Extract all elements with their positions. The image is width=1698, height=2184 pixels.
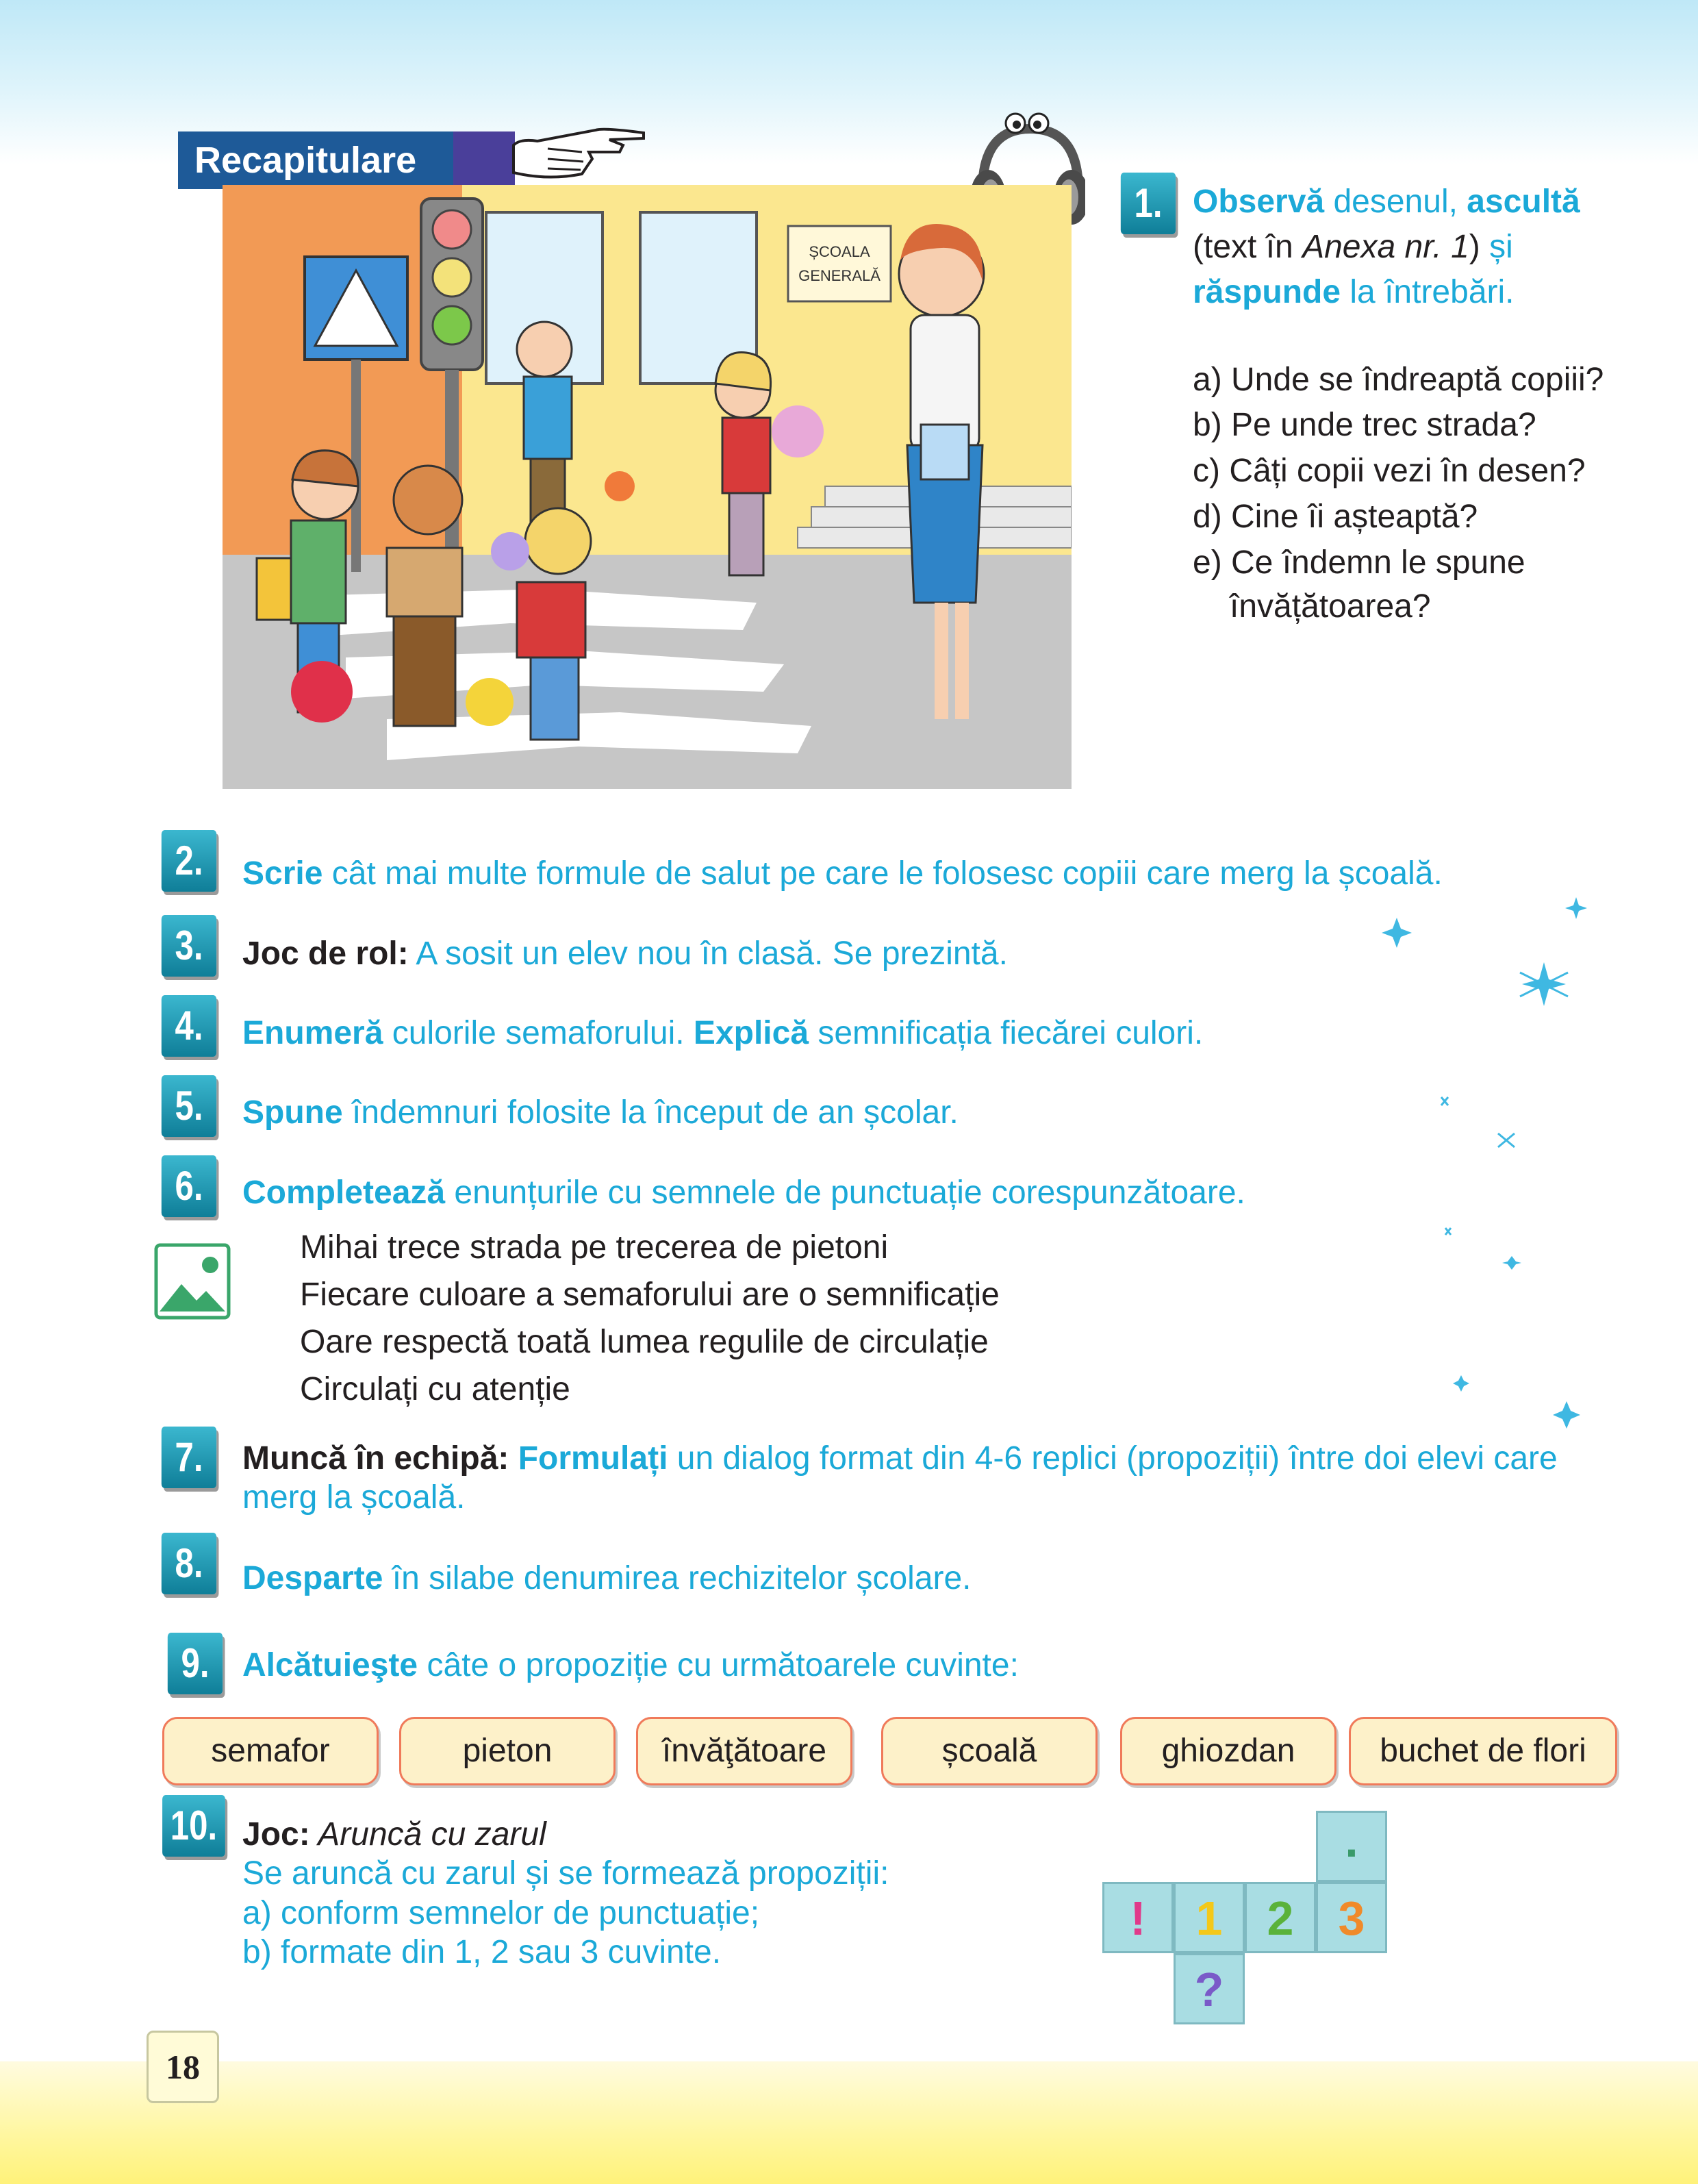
ex10-game-name: Aruncă cu zarul <box>309 1816 546 1853</box>
ex7-verb: Formulați <box>518 1440 668 1477</box>
ex6-verb: Completează <box>242 1175 446 1211</box>
word-chip: semafor <box>162 1717 379 1785</box>
ex10-line: b) formate din 1, 2 sau 3 cuvinte. <box>242 1934 722 1970</box>
page-number: 18 <box>147 2031 219 2103</box>
exercise-number-3: 3. <box>162 915 216 977</box>
ex4-verb: Enumeră <box>242 1015 383 1051</box>
ex9-verb: Alcătuieşte <box>242 1647 418 1683</box>
ex5-verb: Spune <box>242 1094 343 1131</box>
exercise-number-7: 7. <box>162 1427 216 1488</box>
ex1-question: a) Unde se îndreaptă copiii? <box>1193 362 1604 398</box>
ex10-label: Joc: <box>242 1816 310 1853</box>
ex1-question: învățătoarea? <box>1230 588 1431 625</box>
ex6-sentence: Oare respectă toată lumea regulile de circulație <box>300 1324 989 1360</box>
ex2-verb: Scrie <box>242 855 323 892</box>
ex1-line1 <box>1193 182 1580 222</box>
ex1-question: e) Ce îndemn le spune <box>1193 544 1525 581</box>
exercise-number-10: 10. <box>162 1795 225 1857</box>
word-chip: pieton <box>399 1717 616 1785</box>
crosswalk-illustration <box>223 185 1072 789</box>
ex8-verb: Desparte <box>242 1560 383 1596</box>
ex1-line2 <box>1193 227 1513 267</box>
ex9-text: câte o propoziție cu următoarele cuvinte: <box>418 1647 1019 1683</box>
ex6-sentence: Fiecare culoare a semaforului are o semnificație <box>300 1277 1000 1313</box>
dice-face: 1 <box>1174 1882 1245 1953</box>
exercise-number-5: 5. <box>162 1075 216 1137</box>
ex7-text <box>509 1440 518 1477</box>
image-icon <box>154 1243 231 1320</box>
sparkles-decoration <box>1363 883 1588 1445</box>
dice-net <box>1102 1813 1397 2068</box>
ex1-question: b) Pe unde trec strada? <box>1193 407 1536 443</box>
ex1-line3 <box>1193 273 1515 312</box>
svg-text:GENERALĂ: GENERALĂ <box>798 267 880 284</box>
dice-face: 3 <box>1316 1882 1387 1953</box>
dice-face: ! <box>1102 1882 1174 1953</box>
ex1-annex-ref: Anexa nr. 1 <box>1302 229 1469 265</box>
ex6-sentence: Mihai trece strada pe trecerea de pietoni <box>300 1229 889 1266</box>
ex6-sentence: Circulați cu atenție <box>300 1371 570 1407</box>
ex1-question: c) Câți copii vezi în desen? <box>1193 453 1586 489</box>
pointing-hand-icon <box>507 118 657 186</box>
ex1-verb-listen: ascultă <box>1467 184 1580 220</box>
ex1-verb-answer: răspunde <box>1193 274 1341 310</box>
ex5-text: îndemnuri folosite la început de an școlar. <box>342 1094 959 1131</box>
exercise-number-1: 1. <box>1121 173 1176 234</box>
ex1-text: la întrebări. <box>1341 274 1515 310</box>
exercise-number-6: 6. <box>162 1155 216 1217</box>
ex10-line: a) conform semnelor de punctuație; <box>242 1895 760 1931</box>
ex6-instruction <box>242 1173 1245 1213</box>
section-title-extension <box>453 131 515 189</box>
dice-face: 2 <box>1245 1882 1316 1953</box>
exercise-number-9: 9. <box>168 1633 223 1694</box>
ex1-verb-observe: Observă <box>1193 184 1325 220</box>
exercise-number-8: 8. <box>162 1533 216 1594</box>
ex1-text: și <box>1489 229 1513 265</box>
ex6-text: enunțurile cu semnele de punctuație corespunzătoare. <box>445 1175 1245 1211</box>
word-chip: ghiozdan <box>1120 1717 1336 1785</box>
exercise-number-2: 2. <box>162 830 216 892</box>
ex10-line: Se aruncă cu zarul și se formează propoziții: <box>242 1855 889 1892</box>
bottom-band <box>0 2061 1698 2184</box>
ex5-instruction <box>242 1093 959 1133</box>
word-chip: învăţătoare <box>636 1717 852 1785</box>
ex4-text: culorile semaforului. <box>383 1015 694 1051</box>
ex7-instruction-cont: merg la școală. <box>242 1479 466 1516</box>
ex2-instruction <box>242 854 1443 894</box>
ex4-text: semnificația fiecărei culori. <box>809 1015 1204 1051</box>
section-title: Recapitulare <box>178 131 472 189</box>
ex8-instruction <box>242 1559 972 1598</box>
ex4-instruction <box>242 1014 1203 1053</box>
exercise-number-4: 4. <box>162 995 216 1057</box>
ex7-text: un dialog format din 4-6 replici (propoziții) între doi elevi care <box>668 1440 1558 1477</box>
ex10-title <box>242 1815 546 1855</box>
ex2-text: cât mai multe formule de salut pe care le folosesc copiii care merg la școală. <box>322 855 1443 892</box>
word-chip: școală <box>881 1717 1098 1785</box>
ex4-verb: Explică <box>693 1015 809 1051</box>
ex7-instruction <box>242 1439 1558 1479</box>
ex1-text: ) <box>1469 229 1490 265</box>
word-chip: buchet de flori <box>1349 1717 1617 1785</box>
ex3-instruction <box>242 934 1008 974</box>
ex1-text: (text în <box>1193 229 1303 265</box>
ex9-instruction <box>242 1646 1019 1685</box>
ex3-label: Joc de rol: <box>242 936 409 972</box>
dice-face: . <box>1316 1811 1387 1882</box>
ex7-label: Muncă în echipă: <box>242 1440 509 1477</box>
ex1-text: desenul, <box>1324 184 1467 220</box>
school-sign-text: ȘCOALA <box>809 243 870 260</box>
ex3-text: A sosit un elev nou în clasă. Se prezintă. <box>408 936 1008 972</box>
ex8-text: în silabe denumirea rechizitelor școlare. <box>383 1560 972 1596</box>
ex1-question: d) Cine îi așteaptă? <box>1193 499 1478 535</box>
dice-face: ? <box>1174 1953 1245 2024</box>
